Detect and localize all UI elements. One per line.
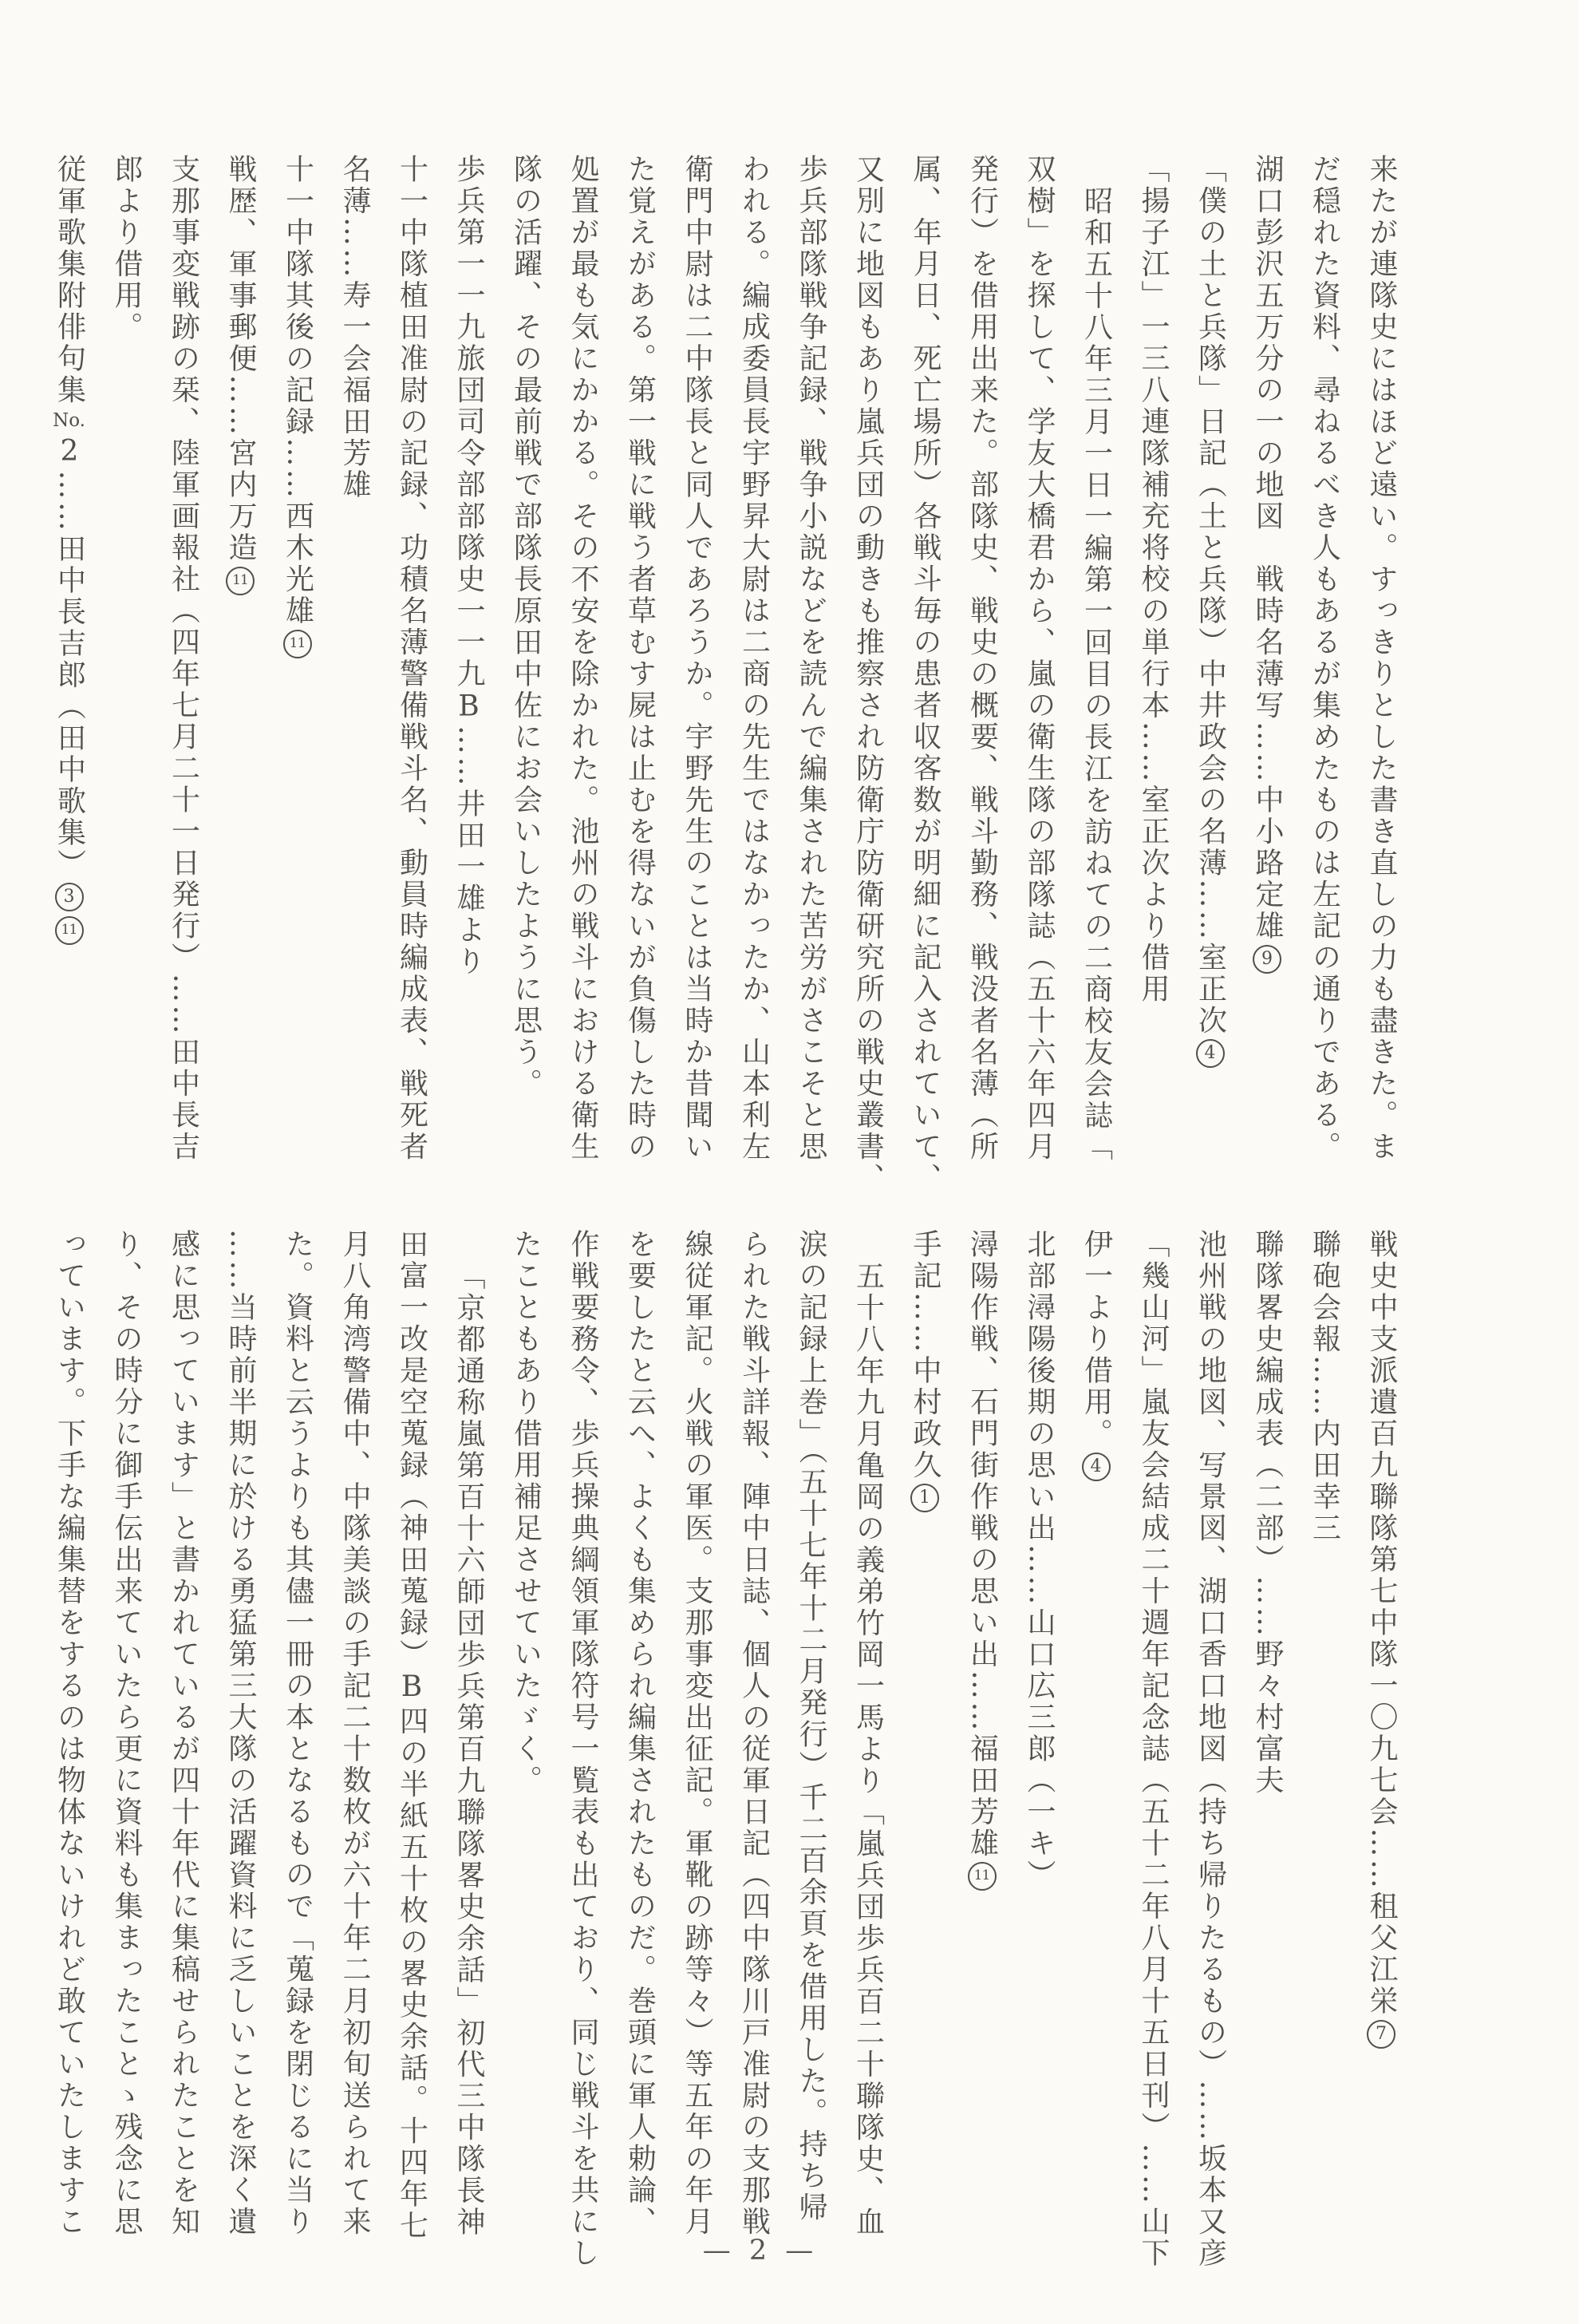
text-column: た覚えがある。第一戦に戦う者草むす屍は止むを得ないが負傷した時の [623, 154, 657, 1163]
text-column: 郎より借用。 [110, 154, 143, 343]
text-column: 昭和五十八年三月一日一編第一回目の長江を訪ねての二商校友会誌「 [1080, 186, 1113, 1164]
text-column: 感に思っています」と書かれているが四十年代に集稿せられたことを知 [167, 1229, 200, 2238]
text-column: 線従軍記。火戦の軍医。支那事変出征記。軍靴の跡等々）等五年の年月 [681, 1229, 713, 2238]
numero-sign: No. [53, 410, 85, 431]
circled-number: 4 [1082, 1452, 1111, 1481]
text-column: 衛門中尉は二中隊長と同人であろうか。宇野先生のことは当時か昔聞い [681, 154, 713, 1163]
text-column: 従軍歌集附俳句集No.2……田中長吉郎（田中歌集）311 [41, 154, 98, 1215]
text-column: 「揚子江」一三八連隊補充将校の単行本……室正次より借用 [1137, 154, 1170, 1006]
text-column: 支那事変戦跡の栞、陸軍画報社（四年七月二十一日発行）……田中長吉 [167, 154, 200, 1163]
text-column: 北部潯陽後期の思い出……山口広三郎（一キ） [1023, 1229, 1056, 1891]
text-column: を要したと云へ、よくも集められ編集されたものだ。巻頭に軍人勅論、 [623, 1229, 657, 2238]
bottom-text-block [41, 1229, 1410, 2290]
circled-number: 4 [1196, 1039, 1225, 1068]
text-column: われる。編成委員長宇野昇大尉は二商の先生ではなかったか、山本利左 [737, 154, 771, 1163]
text-column: 池州戦の地図、写景図、湖口香口地図（持ち帰りたるもの）……坂本又彦 [1194, 1229, 1227, 2270]
text-column: 属、年月日、死亡場所）各戦斗毎の患者収客数が明細に記入されていて、 [909, 154, 941, 1195]
text-column: 伊一より借用。4 [1068, 1229, 1125, 2290]
text-column: だ穏れた資料、尋ねるべき人もあるが集めたものは左記の通りである。 [1308, 154, 1341, 1163]
text-column: 発行）を借用出来た。部隊史、戦史の概要、戦斗勤務、戦没者名薄（所 [965, 154, 999, 1163]
text-column: 「幾山河」嵐友会結成二十週年記念誌（五十二年八月十五日刊）……山下 [1137, 1229, 1170, 2270]
text-column: り、その時分に御手伝出来ていたら更に資料も集まったことゝ残念に思 [110, 1229, 143, 2238]
text-column: 月八角湾警備中、中隊美談の手記二十数枚が六十年二月初旬送られて来 [338, 1229, 371, 2238]
text-column: 隊の活躍、その最前戦で部隊長原田中佐にお会いしたように思う。 [509, 154, 543, 1100]
text-column: 歩兵部隊戦争記録、戦争小説などを読んで編集された苦労がさこそと思 [795, 154, 827, 1163]
circled-number: 7 [1367, 2020, 1395, 2049]
text-column: 聯隊畧史編成表（二部）……野々村富夫 [1251, 1229, 1284, 1796]
circled-number: 11 [55, 916, 84, 945]
text-column: た。資料と云うよりも其儘一冊の本となるもので「蒐録を閉じるに当り [281, 1229, 314, 2238]
text-column: られた戦斗詳報、陣中日誌、個人の従軍日記（四中隊川戸准尉の支那戦 [737, 1229, 771, 2238]
text-column: 名薄……寿一会福田芳雄 [338, 154, 371, 501]
top-text-block [41, 154, 1410, 1215]
text-column: 湖口彭沢五万分の一の地図 戦時名薄写……中小路定雄9 [1239, 154, 1297, 1215]
circled-number: 11 [226, 567, 255, 595]
page-number: — 2 — [702, 2235, 819, 2267]
circled-number: 9 [1253, 945, 1281, 974]
circled-number: 3 [55, 883, 84, 911]
text-column: 戦歴、軍事郵便……宮内万造11 [212, 154, 270, 1215]
circled-number: 11 [968, 1862, 997, 1891]
text-column: 歩兵第一一九旅団司令部部隊史一一九B……井田一雄より [452, 154, 485, 978]
text-column: 聯砲会報……内田幸三 [1308, 1229, 1341, 1544]
text-column: 来たが連隊史にはほど遠い。すっきりとした書き直しの力も盡きた。ま [1365, 154, 1398, 1163]
text-column: 又別に地図もあり嵐兵団の動きも推察され防衛庁防衛研究所の戦史叢書、 [851, 154, 885, 1195]
circled-number: 11 [283, 630, 312, 658]
text-column: 五十八年九月亀岡の義弟竹岡一馬より「嵐兵団歩兵百二十聯隊史、血 [851, 1261, 885, 2239]
text-column: 涙の記録上巻」（五十七年十二月発行）千二百余頁を借用した。持ち帰 [795, 1229, 827, 2223]
text-column: 「僕の土と兵隊」日記（土と兵隊）中井政会の名薄……室正次4 [1182, 154, 1239, 1215]
text-column: 田富一改是空蒐録（神田蒐録）B四の半紙五十枚の畧史余話。十四年七 [395, 1229, 428, 2242]
circled-number: 1 [910, 1484, 939, 1512]
text-column: 処置が最も気にかかる。その不安を除かれた。池州の戦斗における衛生 [566, 154, 599, 1163]
text-column: 手記……中村政久1 [897, 1229, 954, 2290]
text-column: 双樹」を探して、学友大橋君から、嵐の衛生隊の部隊誌（五十六年四月 [1023, 154, 1056, 1163]
text-column: 十一中隊其後の記録……西木光雄11 [269, 154, 326, 1215]
text-column: 作戦要務令、歩兵操典綱領軍隊符号一覧表も出ており、同じ戦斗を共にし [566, 1229, 599, 2270]
text-column: 十一中隊植田准尉の記録、功積名薄警備戦斗名、動員時編成表、戦死者 [395, 154, 428, 1163]
text-column: 潯陽作戦、石門街作戦の思い出……福田芳雄11 [953, 1229, 1011, 2290]
text-column: たこともあり借用補足させていたゞく。 [509, 1229, 543, 1796]
text-column: 「京都通称嵐第百十六師団歩兵第百九聯隊畧史余話」初代三中隊長神 [452, 1261, 485, 2239]
text-column: 戦史中支派遺百九聯隊第七中隊一〇九七会……租父江栄7 [1353, 1229, 1411, 2290]
text-column: っています。下手な編集替をするのは物体ないけれど敢ていたしますこ [53, 1229, 86, 2238]
text-column: ……当時前半期に於ける勇猛第三大隊の活躍資料に乏しいことを深く遺 [224, 1229, 257, 2238]
